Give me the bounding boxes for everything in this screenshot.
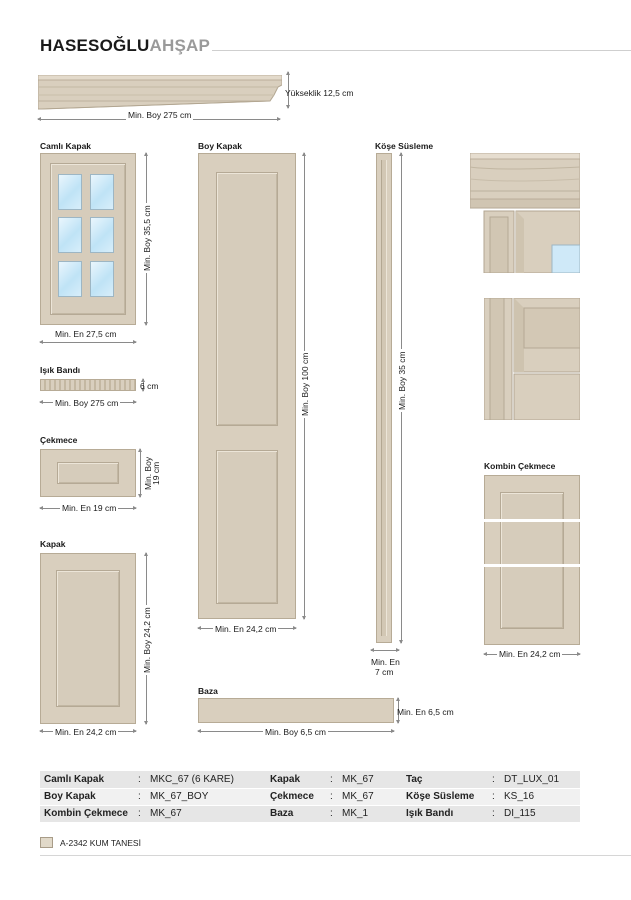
boy-kapak-door — [198, 153, 296, 619]
spec-colon: : — [490, 771, 500, 788]
tac-molding-drawing — [38, 75, 282, 110]
spec-colon: : — [136, 805, 146, 822]
cekmece-inner-panel — [57, 462, 119, 484]
spec-key: Taç — [402, 771, 490, 788]
spec-key: Boy Kapak — [40, 788, 136, 805]
spec-value: MKC_67 (6 KARE) — [146, 771, 266, 788]
kapak-title: Kapak — [40, 539, 66, 549]
baza-length-label: Min. Boy 6,5 cm — [265, 727, 326, 737]
footer-divider — [40, 855, 631, 856]
spec-colon: : — [328, 771, 338, 788]
kombin-cekmece-door — [484, 475, 580, 645]
boy-kapak-width-label: Min. En 24,2 cm — [215, 624, 277, 634]
camli-kapak-width-dimension — [40, 342, 136, 343]
kose-susleme-strip — [376, 153, 392, 643]
boy-kapak-upper-panel — [216, 172, 278, 426]
camli-kapak-door — [40, 153, 136, 325]
baza-plinth — [198, 698, 394, 723]
spec-colon: : — [136, 771, 146, 788]
boy-kapak-title: Boy Kapak — [198, 141, 242, 151]
spec-value: DI_115 — [500, 805, 580, 822]
color-code-label: A-2342 KUM TANESİ — [60, 838, 141, 848]
spec-table — [40, 771, 580, 823]
spec-key: Köşe Süsleme — [402, 788, 490, 805]
boy-kapak-lower-panel — [216, 450, 278, 604]
kose-susleme-height-label: Min. Boy 35 cm — [397, 351, 407, 410]
brand-logo — [40, 36, 210, 56]
brand-name-bold: HASESOĞLU — [40, 36, 150, 55]
kombin-cekmece-title: Kombin Çekmece — [484, 461, 556, 471]
kapak-door — [40, 553, 136, 724]
detail-crown-closeup — [470, 153, 580, 273]
spec-value: KS_16 — [500, 788, 580, 805]
spec-colon: : — [490, 788, 500, 805]
spec-key: Camlı Kapak — [40, 771, 136, 788]
kose-susleme-width-label-2: 7 cm — [375, 667, 394, 677]
camli-kapak-title: Camlı Kapak — [40, 141, 92, 151]
isik-bandi-length-label: Min. Boy 275 cm — [55, 398, 119, 408]
kombin-cekmece-divider-2 — [483, 564, 581, 567]
glass-pane-1 — [58, 174, 82, 210]
glass-pane-3 — [58, 217, 82, 253]
kapak-width-label: Min. En 24,2 cm — [55, 727, 117, 737]
glass-pane-5 — [58, 261, 82, 297]
cekmece-drawer — [40, 449, 136, 497]
brand-name-light: AHŞAP — [149, 36, 210, 55]
spec-key: Kapak — [266, 771, 328, 788]
tac-molding — [38, 75, 282, 110]
spec-row — [40, 805, 580, 822]
spec-colon: : — [136, 788, 146, 805]
tac-height-label: Yükseklik 12,5 cm — [285, 88, 354, 98]
spec-row — [40, 788, 580, 805]
spec-key: Baza — [266, 805, 328, 822]
baza-height-label: Min. En 6,5 cm — [397, 707, 454, 717]
spec-key: Çekmece — [266, 788, 328, 805]
spec-key: Kombin Çekmece — [40, 805, 136, 822]
cekmece-title: Çekmece — [40, 435, 78, 445]
kombin-cekmece-inner-panel — [500, 492, 564, 629]
detail-panel-drawing — [484, 298, 580, 420]
camli-kapak-height-label: Min. Boy 35,5 cm — [142, 205, 152, 271]
spec-value: MK_67 — [338, 788, 402, 805]
kose-susleme-width-dimension — [371, 650, 399, 651]
kapak-height-label: Min. Boy 24,2 cm — [142, 607, 152, 673]
detail-panel-closeup — [484, 298, 580, 420]
spec-colon: : — [328, 805, 338, 822]
spec-value: MK_67_BOY — [146, 788, 266, 805]
spec-colon: : — [328, 788, 338, 805]
spec-value: MK_1 — [338, 805, 402, 822]
kombin-cekmece-divider-1 — [483, 519, 581, 522]
spec-value: MK_67 — [338, 771, 402, 788]
cekmece-height-dimension — [140, 449, 141, 497]
isik-bandi-strip — [40, 379, 136, 391]
cekmece-height-label-1: Min. Boy — [143, 456, 153, 490]
glass-pane-6 — [90, 261, 114, 297]
glass-pane-2 — [90, 174, 114, 210]
spec-value: MK_67 — [146, 805, 266, 822]
spec-row — [40, 771, 580, 788]
kose-susleme-groove — [381, 160, 387, 636]
kose-susleme-width-label-1: Min. En — [371, 657, 400, 667]
kapak-inner-panel — [56, 570, 120, 707]
kombin-cekmece-width-label: Min. En 24,2 cm — [499, 649, 561, 659]
boy-kapak-height-label: Min. Boy 100 cm — [300, 352, 310, 416]
cekmece-width-label: Min. En 19 cm — [62, 503, 117, 513]
spec-key: Işık Bandı — [402, 805, 490, 822]
header-divider — [212, 50, 631, 51]
baza-title: Baza — [198, 686, 218, 696]
isik-bandi-title: Işık Bandı — [40, 365, 81, 375]
camli-kapak-width-label: Min. En 27,5 cm — [55, 329, 117, 339]
tac-length-label: Min. Boy 275 cm — [128, 110, 192, 120]
kose-susleme-title: Köşe Süsleme — [375, 141, 434, 151]
cekmece-height-label-2: 19 cm — [151, 461, 161, 485]
color-swatch — [40, 837, 53, 848]
spec-value: DT_LUX_01 — [500, 771, 580, 788]
spec-colon: : — [490, 805, 500, 822]
glass-pane-4 — [90, 217, 114, 253]
isik-bandi-height-label: 6 cm — [140, 381, 159, 391]
detail-crown-drawing — [470, 153, 580, 273]
